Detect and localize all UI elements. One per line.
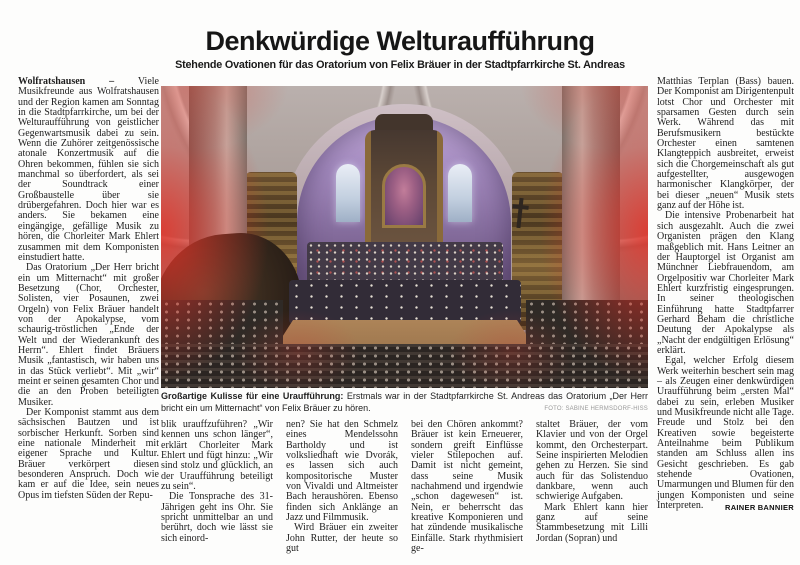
photo-orchestra xyxy=(289,280,521,324)
photo-credit: FOTO: SABINE HERMSDORF-HISS xyxy=(544,406,648,412)
paragraph: blik urauffzuführen? „Wir kennen uns schon länger“, erklärt Chorleiter Mark Ehlert und fügt hinzu: „Wir sind stolz und glücklich, an der Uraufführung beteiligt zu sein“. xyxy=(161,419,273,493)
article-column-mid-2 xyxy=(286,420,398,554)
photo-caption xyxy=(161,391,648,414)
paragraph-text: Egal, welcher Erfolg diesem Werk weiterhin beschert sein mag – als Zeugen einer denkwürdigen Uraufführung beim „ersten Mal“ dabei zu sein, erleben Musiker und Musikfreunde nicht alle Tage. Freude und Stolz bei den Kreativen sowie begeisterte Anteilnahme beim Publikum standen am Schluss allen ins Gesicht geschrieben. Es gab stehende Ovationen, Umarmungen und Blumen für den jungen Komponisten und seine Interpreten. xyxy=(657,355,794,512)
photo-audience-pews xyxy=(161,344,648,388)
photo-altar-painting xyxy=(382,164,426,228)
paragraph xyxy=(657,356,794,511)
paragraph: Wird Bräuer ein zweiter John Rutter, der heute so gut xyxy=(286,522,398,555)
caption-lead: Großartige Kulisse für eine Uraufführung: xyxy=(161,391,344,401)
paragraph: Die Tonsprache des 31-Jährigen geht ins Ohr. Sie spricht unmittelbar an und berührt, doch wie lässt sie sich einord- xyxy=(161,491,273,544)
photo-window-left xyxy=(336,164,360,222)
photo-choir xyxy=(307,242,503,284)
paragraph: Das Oratorium „Der Herr bricht ein um Mitternacht“ mit großer Besetzung (Chor, Orchester, Solisten, vier Posaunen, zwei Orgeln) von Felix Bräuer handelt von der Apokalypse, vom schaurig-tröstlichen „Ende der Welt und der Wiederankunft des Herrn“. Ehlert findet Bräuers Musik „fantastisch, wir haben uns in das Stück verliebt“. Mit „wir“ meint er seinen gesamten Chor und die an den Proben beteiligten Musiker. xyxy=(18,262,159,408)
article-column-mid-4 xyxy=(536,420,648,554)
paragraph: Mark Ehlert kann hier ganz auf seine Stammbesetzung mit Lilli Jordan (Sopran) und xyxy=(536,501,648,544)
author-byline: RAINER BANNIER xyxy=(724,502,794,512)
paragraph xyxy=(18,77,159,263)
article-column-right xyxy=(657,77,794,513)
photo-window-right xyxy=(448,164,472,222)
paragraph: Die intensive Probenarbeit hat sich ausgezahlt. Auch die zwei Organisten prägen den Klang maßgeblich mit. Hans Leitner an der Hauptorgel ist Organist am Münchner Liebfrauendom, am Orgelpositiv war Chorleiter Mark Ehlert kurzfristig eingesprungen. In seiner theologischen Einführung hatte Stadtpfarrer Gerhard Beham die christliche Deutung der Apokalypse als „Nacht der endgültigen Erlösung“ erklärt. xyxy=(657,210,794,356)
paragraph: Matthias Terplan (Bass) bauen. Der Komponist am Dirigentenpult lotst Chor und Orchester mit sparsamen Gesten durch sein Werk. Während das mit Berufsmusikern bestückte Orchester einen samtenen Klangteppich ausbreitet, erweist sich die Chorgemeinschaft als gut aufgestellter, ausgewogen harmonischer Klangkörper, der bei dieser „neuen“ Musik stets ganz auf der Höhe ist. xyxy=(657,76,794,212)
paragraph: Der Komponist stammt aus dem sächsischen Bautzen und ist sorbischer Herkunft. Sorben sind eine nationale Minderheit mit eigener Sprache und Kultur. Bräuer verkörpert diesen besonderen Anspruch. Doch wie kam er auf die Idee, sein neues Opus im tiefsten Süden der Repu- xyxy=(18,407,159,501)
church-concert-photo xyxy=(161,86,648,388)
caption-text: Erstmals war in der Stadtpfarrkirche St. Andreas das Oratorium „Der Herr bricht ein um Mitternacht“ von Felix Bräuer zu hören. xyxy=(161,391,648,413)
paragraph: nen? Sie hat den Schmelz eines Mendelssohn Bartholdy und ist volksliedhaft wie Dvorák, es lassen sich auch kompositorische Muster von Vivaldi und Altmeister Bach heraushören. Ebenso finden sich Anklänge an Jazz und Filmmusik. xyxy=(286,419,398,524)
article-column-mid-3 xyxy=(411,420,523,554)
paragraph-text: Viele Musikfreunde aus Wolfratshausen und der Region kamen am Sonntag in die Stadtpfarrkirche, um bei der Welturaufführung von geistlicher Gegenwartsmusik dabei zu sein. Wenn die Zuhörer zeitgenössische atonale Konzertmusik auf die Ohren bekommen, fühlen sie sich manchmal so überfordert, als sei der Soundtrack einer Großbaustelle über sie drübergefahren. Doch hier war es anders. Sie bekamen eine eingängige, gefällige Musik zu hören, die Chorleiter Mark Ehlert zusammen mit dem Komponisten einstudiert hatte. xyxy=(18,76,159,263)
article-bottom-columns xyxy=(161,420,648,554)
paragraph: bei den Chören ankommt? Bräuer ist kein Erneuerer, sondern greift Einflüsse vieler Stilepochen auf. Damit ist nicht gemeint, dass seine Musik nachahmend und irgendwie „schon dagewesen“ ist. Nein, er beherrscht das kreative Komponieren und hat zündende musikalische Einfälle. Stark rhythmisiert ge- xyxy=(411,419,523,555)
dateline: Wolfratshausen – xyxy=(18,76,115,87)
article-column-left xyxy=(18,77,159,501)
paragraph: staltet Bräuer, der vom Klavier und von der Orgel kommt, den Orchesterpart. Seine inspirierten Melodien gehen zu Herzen. Sie sind auch für das Solistenduo dankbare, wenn auch schwierige Aufgaben. xyxy=(536,419,648,503)
article-subtitle: Stehende Ovationen für das Oratorium von Felix Bräuer in der Stadtpfarrkirche St. Andreas xyxy=(175,59,625,71)
article-column-mid-1 xyxy=(161,420,273,554)
page-title: Denkwürdige Welturaufführung xyxy=(205,26,595,56)
